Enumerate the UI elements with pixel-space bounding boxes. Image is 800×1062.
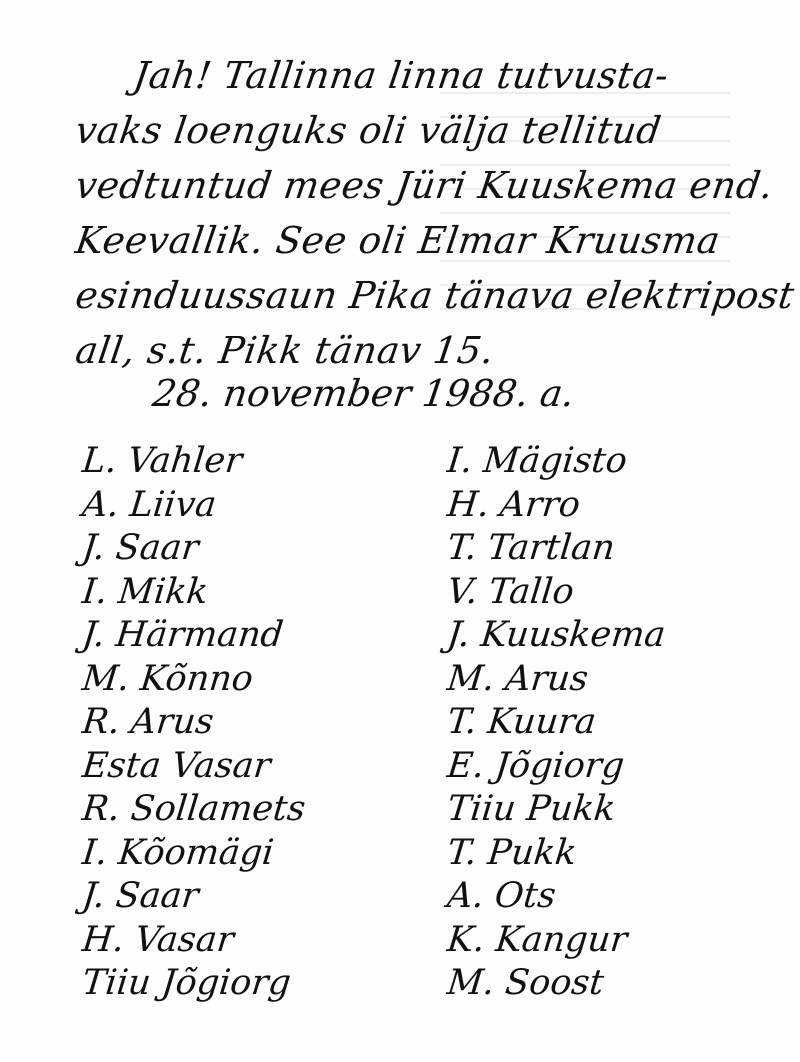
signature: A. Liiva [80,484,219,525]
signature-column-right [445,440,668,1006]
signature: T. Kuura [445,702,598,742]
signature: T. Pukk [445,832,579,873]
signature: R. Sollamets [80,789,308,829]
signature: M. Soost [445,963,606,1003]
signature: Tiiu Pukk [445,789,618,829]
signature: Esta Vasar [80,745,273,786]
signature: Tiiu Jõgiorg [80,963,293,1003]
signature: I. Kõomägi [80,832,276,873]
signature: E. Jõgiorg [445,745,627,786]
signature: J. Kuuskema [445,615,668,655]
signature: M. Kõnno [80,658,255,699]
signature: T. Tartlan [445,528,617,568]
paragraph-line: Keevallik. See oli Elmar Kruusma [72,219,723,262]
paragraph-line: esinduussaun Pika tänava elektripost [72,274,797,317]
signature: M. Arus [445,658,591,699]
paragraph-line: vedtuntud mees Jüri Kuuskema end. [72,164,776,207]
signature: J. Saar [80,528,201,568]
document-date: 28. november 1988. a. [150,372,578,415]
signature: L. Vahler [80,441,245,481]
signature-column-left [80,440,308,1006]
signature: J. Härmand [80,615,286,655]
handwritten-paragraph [72,48,797,378]
paragraph-line: Jah! Tallinna linna tutvusta- [130,54,672,97]
signature: R. Arus [80,702,216,742]
signature: H. Vasar [80,919,236,960]
signature: J. Saar [80,876,201,916]
signature: I. Mikk [80,571,210,612]
paragraph-line: vaks loenguks oli välja tellitud [72,109,664,152]
signature: H. Arro [445,484,583,525]
signature: V. Tallo [445,571,576,612]
paragraph-line: all, s.t. Pikk tänav 15. [72,329,497,372]
signature: I. Mägisto [445,441,629,481]
signature: K. Kangur [445,919,630,960]
signature: A. Ots [445,876,558,916]
